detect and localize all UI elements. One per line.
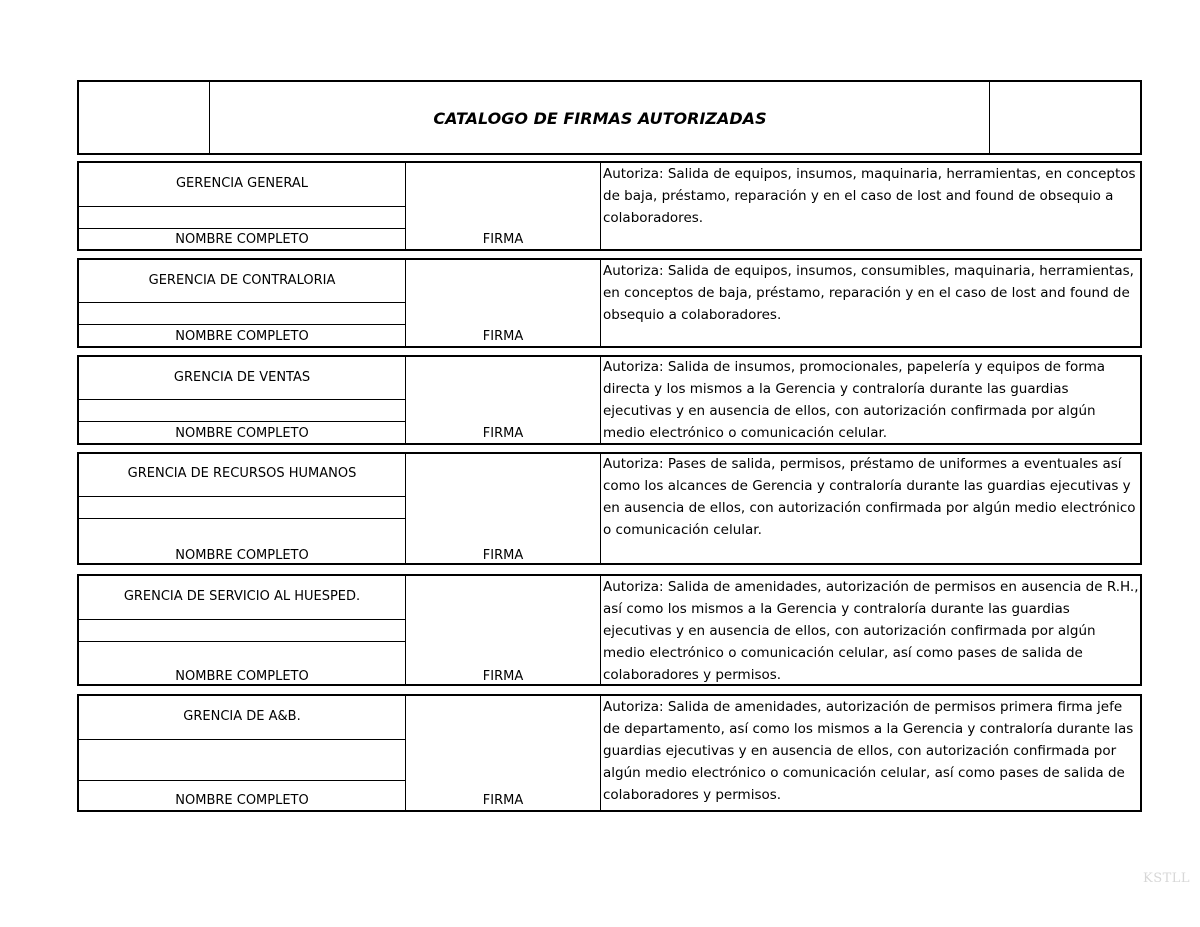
department-name: GRENCIA DE SERVICIO AL HUESPED. — [123, 589, 361, 604]
authorization-text: Autoriza: Salida de equipos, insumos, maquinaria, herramientas, en conceptos de baja, préstamo, reparación y en el caso de lost and found de obsequio a colaboradores. — [603, 166, 1136, 226]
divider — [78, 302, 405, 303]
divider — [600, 576, 601, 685]
signature-label: FIRMA — [482, 548, 524, 563]
divider — [78, 619, 405, 620]
signature-label: FIRMA — [482, 426, 524, 441]
authorization-text: Autoriza: Salida de amenidades, autorización de permisos en ausencia de R.H., así como los mismos a la Gerencia y contraloría durante las guardias ejecutivas y en ausencia de ellos, con autorización confirmada por algún medio electrónico o comunicación celular, así como pases de salida de colaboradores y permisos. — [603, 579, 1139, 683]
watermark: KSTLL — [1143, 871, 1191, 886]
divider — [600, 162, 601, 250]
name-label: NOMBRE COMPLETO — [175, 329, 309, 344]
department-name: GRENCIA DE A&B. — [183, 709, 301, 724]
name-label: NOMBRE COMPLETO — [175, 232, 309, 247]
name-label: NOMBRE COMPLETO — [175, 669, 309, 684]
divider — [78, 421, 405, 422]
signature-label: FIRMA — [482, 793, 524, 808]
authorization-text: Autoriza: Salida de equipos, insumos, consumibles, maquinaria, herramientas, en conceptos de baja, préstamo, reparación y en el caso de lost and found de obsequio a colaboradores. — [603, 263, 1134, 323]
divider — [600, 453, 601, 564]
divider — [78, 206, 405, 207]
authorization-text: Autoriza: Pases de salida, permisos, préstamo de uniformes a eventuales así como los alcances de Gerencia y contraloría durante las guardias ejecutivas y en ausencia de ellos, con autorización confirmada por algún medio electrónico o comunicación celular. — [603, 456, 1136, 538]
name-label: NOMBRE COMPLETO — [175, 793, 309, 808]
divider — [78, 518, 405, 519]
authorization-text: Autoriza: Salida de insumos, promocionales, papelería y equipos de forma directa y los mismos a la Gerencia y contraloría durante las guardias ejecutivas y en ausencia de ellos, con autorización confirmada por algún medio electrónico o comunicación celular. — [603, 359, 1106, 441]
signature-label: FIRMA — [482, 232, 524, 247]
divider — [78, 324, 405, 325]
name-label: NOMBRE COMPLETO — [175, 548, 309, 563]
divider — [600, 695, 601, 811]
page-title: CATALOGO DE FIRMAS AUTORIZADAS — [433, 108, 767, 128]
signature-label: FIRMA — [482, 669, 524, 684]
divider — [600, 259, 601, 347]
divider — [78, 496, 405, 497]
authorization-text: Autoriza: Salida de amenidades, autorización de permisos primera firma jefe de departamento, así como los mismos a la Gerencia y contraloría durante las guardias ejecutivas y en ausencia de ellos, con autorización confirmada por algún medio electrónico o comunicación celular, así como pases de salida de colaboradores y permisos. — [603, 699, 1134, 803]
name-label: NOMBRE COMPLETO — [175, 426, 309, 441]
divider — [600, 356, 601, 444]
divider — [78, 739, 405, 740]
department-name: GRENCIA DE RECURSOS HUMANOS — [127, 466, 357, 481]
department-name: GERENCIA GENERAL — [175, 176, 309, 191]
divider — [78, 780, 405, 781]
divider — [78, 641, 405, 642]
signature-label: FIRMA — [482, 329, 524, 344]
divider — [78, 399, 405, 400]
divider — [78, 228, 405, 229]
department-name: GRENCIA DE VENTAS — [173, 370, 311, 385]
department-name: GERENCIA DE CONTRALORIA — [148, 273, 336, 288]
